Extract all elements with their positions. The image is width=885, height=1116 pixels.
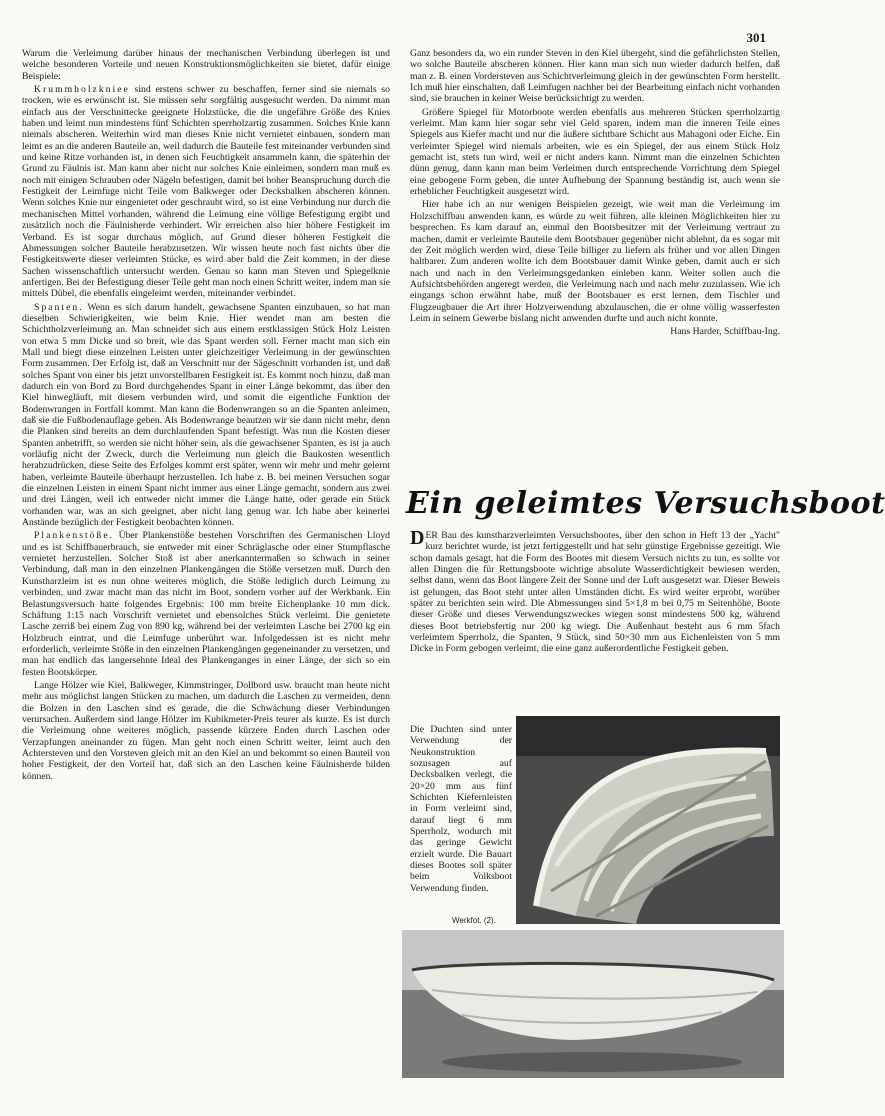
paragraph-text: Wenn es sich darum handelt, gewachsene Spanten einzubauen, so hat man dieselben Schwierigkeiten, wie beim Knie. Hier wendet man am besten die Schichtholzverleimung an. Man schneidet sich aus einem erstklassigen Stück Holz Leisten von etwa 5 mm Dicke und so breit, wie das Spant werden soll. Ferner macht man sich ein Mall und biegt diese einzelnen Leisten unter gleichzeitiger Verleimung in der gewünschten Form zusammen. Der Erfolg ist, daß an Verschnitt nur der Sägeschnitt vorhanden ist, und daß solches Spant von einer bis jetzt unvorstellbaren Festigkeit ist. Es kommt noch hinzu, daß man dadurch ein von Bord zu Bord durchgehendes Spant in einer Länge bekommt, das über den Kiel hinwegläuft, mit diesem verbunden wird, und somit die eigentliche Funktion der Bodenwrangen in Fortfall kommt. Man kann die Bodenwrangen so an die Spanten anleimen, daß sie die Fußbodenauflage geben. Als Bodenwrange beautzen wir sie dann nicht mehr, denn die Planken sind bereits an dem durchlaufenden Spant befestigt. Was nun die Kosten dieser Spanten anbetrifft, so werden sie nicht höher sein, als die gewachsener Spanten, es ist ja auch vorläufig nicht der Zweck, durch die Verleimung nun gleich die Baukosten wesentlich herabzudrücken, diese Seite des Erfolges kommt erst später, wenn wir mehr und mehr gelernt haben, verleimte Bauteile überhaupt herzustellen. Ich habe z. B. bei meinen Versuchen sogar die einzelnen Leisten in einem Spant nicht immer aus einer Länge gemacht, sondern aus zwei und drei Längen, weil ich entweder nicht immer die Länge hatte, oder gerade ein Stück vorhanden war, was an sich geeignet, aber nicht lang genug war. Ich habe aber keinerlei Anstände bezüglich der Festigkeit beobachten können. [22, 301, 390, 529]
left-column [22, 48, 390, 782]
drop-cap: D [410, 527, 425, 549]
paragraph-spanten [22, 302, 390, 529]
boat-exterior-illustration [402, 930, 784, 1078]
right-column-top [410, 48, 780, 338]
boat-interior-photo [516, 716, 780, 924]
boat-interior-illustration [516, 716, 780, 924]
paragraph-steven: Ganz besonders da, wo ein runder Steven in den Kiel übergeht, sind die gefährlichsten Stellen, wo solche Bauteile abscheren können. Hier kann man sich nun wieder dadurch helfen, daß man z. B. einen Vordersteven aus Schichtverleimung gleich in der gewünschten Form herstellt. Ich muß hier einschalten, daß Leimfugen nachher bei der Bearbeitung einfach nicht vorhanden sind, sie brauchen in keiner Weise berücksichtigt zu werden. [410, 48, 780, 105]
boat-exterior-photo [402, 930, 784, 1078]
author-signature: Hans Harder, Schiffbau-Ing. [670, 326, 780, 338]
paragraph-intro: Warum die Verleimung darüber hinaus der mechanischen Verbindung überlegen ist und welche besonderen Vorteile und neuen Konstruktionsmöglichkeiten sie bietet, dafür einige Beispiele: [22, 48, 390, 82]
paragraph-krummholzkniee [22, 84, 390, 300]
section-lead-krummholzkniee: Krummholzkniee [34, 84, 130, 96]
paragraph-spiegel: Größere Spiegel für Motorboote werden ebenfalls aus mehreren Stücken sperrholzartig verleimt. Man kann hier sogar sehr viel Geld sparen, indem man die inneren Teile eines Spiegels aus Kiefer macht und nur die äußere sichtbare Schicht aus Mahagoni oder Eiche. Ein verleimter Spiegel wird niemals arbeiten, wie es ein Spiegel, der aus einem Stück Holz gemacht ist, stets tun wird, weil er nicht anders kann. Nimmt man die einzelnen Schichten dünn genug, dann kann man beim Verleimen durch entsprechende Vorrichtung dem Spiegel eine gebogene Form geben, die unter Aufhebung der Spannung beständig ist, auch wenn sie erheblicher Feuchtigkeit ausgesetzt wird. [410, 106, 780, 198]
paragraph-text: Über Plankenstöße bestehen Vorschriften des Germanischen Lloyd und es ist Schiffbauerbrauch, sie entweder mit einer Schräglasche oder einer Stumpflasche vernietet herzustellen. Solcher Stoß ist aber anerkanntermaßen so schwach in seiner Verbindung, daß man in den einzelnen Plankengängen die Stöße versetzen muß. Durch den Kunstharzleim ist es nun ohne weiteres möglich, die Stöße lediglich durch Leimung zu verbinden, und zwar macht man das nicht im Boot, sondern vorher auf der Werkbank. Ein Belastungsversuch hatte folgendes Ergebnis: 100 mm breite Eichenplanke 10 mm dick. Schäftung 1:15 nach Vorschrift vernietet und ebensolches Stück verleimt. Die genietete Lasche zerriß bei einem Zug von 890 kg, während bei der verleimten Lasche bei 2700 kg ein Holzbruch eintrat, und die Leimfuge unberührt war. Infolgedessen ist es nicht mehr erforderlich, verleimte Stöße in den einzelnen Plankengängen gegeneinander zu versetzen, und man hat endlich das langersehnte Ideal des Plankenganges in einer Länge, der sich so ein festen Bootskörper. [22, 530, 390, 678]
article-narrow-column: Die Duchten sind unter Verwendung der Neukonstruktion sozusagen auf Decksbalken verlegt, die 20×20 mm aus fünf Schichten Kiefernleisten in Form verleimt sind, darauf liegt 6 mm Sperrholz, wodurch mit das geringe Gewicht erzielt wurde. Die Bauart dieses Bootes soll später beim Volksboot Verwendung finden. [410, 724, 512, 894]
section-lead-spanten: Spanten. [34, 301, 84, 313]
section-lead-plankenstoesse: Plankenstöße. [34, 530, 115, 542]
page-number: 301 [746, 30, 766, 45]
photo-credit: Werkfot. (2). [452, 916, 496, 925]
article-headline: Ein geleimtes Versuchsboot [406, 486, 885, 521]
article-intro-text: ER Bau des kunstharzverleimten Versuchsbootes, über den schon in Heft 13 der „Yacht" kurz berichtet wurde, ist jetzt fertiggestellt und hat sehr günstige Ergebnisse gezeitigt. Wie schon damals gesagt, hat die Form des Bootes mit diesem Versuch nichts zu tun, es sollte vor allen Dingen die für Rettungsboote wichtige absolute Wasserdichtigkeit bewiesen werden, selbst dann, wenn das Boot längere Zeit der Sonne und der Luft ausgesetzt war. Dieser Beweis ist gelungen, das Boot steht unter allen Umständen dicht. Es wird weiter erprobt, worüber später zu berichten sein wird. Die Abmessungen sind 5×1,8 m bei 0,75 m Seitenhöhe, Boote dieser Größe und dieses Verwendungszweckes wiegen sonst mindestens 500 kg, während dieses Boot betriebsfertig nur 200 kg wiegt. Die Außenhaut besteht aus 6 mm 5fach verleimtem Sperrholz, die Spanten, 9 Stück, sind 50×30 mm aus Eichenleisten von 5 mm Dicke in Form gebogen verleimt, die eine ganz außerordentliche Festigkeit geben. [410, 530, 780, 655]
paragraph-lange-hoelzer: Lange Hölzer wie Kiel, Balkweger, Kimmstringer, Dollbord usw. braucht man heute nicht mehr aus möglichst langen Stücken zu machen, um dadurch die Laschen zu vermeiden, denn die Bolzen in den Laschen sind es gerade, die die Schwächung dieser Verbindungen verursachen. Außerdem sind lange Hölzer im Kubikmeter-Preis teurer als kurze. Es ist durch die Verleimung ohne weiteres möglich, passende kürzere Enden durch Laschen oder Verzapfungen aneinander zu fügen. Man geht noch einen Schritt weiter, leimt auch den Achtersteven und den Vorsteven gleich mit an den Kiel an und bekommt so einen Bauteil von hoher Festigkeit, der den Vorteil hat, daß sich an den Laschen keine Fäulnisherde bilden können. [22, 679, 390, 782]
article-intro [410, 527, 780, 655]
paragraph-plankenstoesse [22, 530, 390, 677]
paragraph-text: sind erstens schwer zu beschaffen, ferner sind sie niemals so trocken, wie es erwünscht ist. Sie müssen sehr sorgfältig ausgesucht werden. Da nimmt man einfach aus der Verschnittecke geeignete Holzstücke, die die ungefähre Größe des Knies haben und leimt nun mindestens fünf Schichten sperrholzartig zusammen. Solches Knie kann niemals abscheren. Weiterhin wird man dieses Knie nicht vernietet einbauen, sondern man leimt es an die anderen Bauteile an, weil dadurch die Bauteile fest miteinander verbunden sind und keine Ritze vorhanden ist, in denen sich Feuchtigkeit ansammeln kann, die späterhin der Grund zu Fäulnis ist. Man kann aber nicht nur solches Knie einleimen, sondern man muß es noch mit einigen Schrauben oder Nägeln befestigen, damit bei hoher Beanspruchung durch die Festigkeit der Leimfuge nicht Teile vom Balkweger oder Decksbalken abscheren können. Wenn solches Knie nur eingenietet oder geschraubt wird, so ist eine Verbindung nur durch die mechanischen Mittel vorhanden, während die Leimung eine völlige Befestigung ergibt und zusätzlich noch die Fäulnisherde verhindert. Wir erreichen also hier höhere Festigkeit im Verband. Es ist sogar durchaus möglich, auf Grund dieser höheren Festigkeit die Abmessungen solcher Bauteile herabzusetzen. Wir wissen heute noch fast nichts über die Festigkeitswerte dieser verleimten Stücke, es wird aber bald die Zeit kommen, in der diese Sachen wissenschaftlich untersucht werden. Genau so kann man Steven und Spiegelknie anfertigen. Bei der Befestigung dieser Teile geht man noch einen Schritt weiter, indem man sie mittels Dübel, die ebenfalls eingeleimt werden, miteinander verbindet. [22, 84, 390, 300]
paragraph-conclusion: Hier habe ich an nur wenigen Beispielen gezeigt, wie weit man die Verleimung im Holzschiffbau anwenden kann, es würde zu weit führen, alle kleinen Möglichkeiten hier zu besprechen. Es kam darauf an, einmal den Bootsbesitzer mit der Verleimung vertraut zu machen, damit er verleimte Bauteile dem Bootsbauer gegenüber nicht ablehnt, da es sogar mit der Zeit möglich werden wird, diese Teile billiger zu liefern als früher und vor allen Dingen haltbarer. Zum anderen wollte ich dem Bootsbauer damit Winke geben, damit auch er sich nach und nach in den Verleimungsgedanken einleben kann. Weiter sollen auch die Aufsichtsbehörden angeregt werden, die Verleimung nach und nach mehr zuzulassen. Wie ich eingangs schon erwähnt habe, muß der Bootsbauer es erst lernen, dem Tischler und Flugzeugbauer die Art ihrer Holzverwendung abzulauschen, die er ohne völlig wasserfesten Leim in seinem Gewerbe bislang nicht anwenden durfte und auch nicht konnte. [410, 199, 780, 324]
